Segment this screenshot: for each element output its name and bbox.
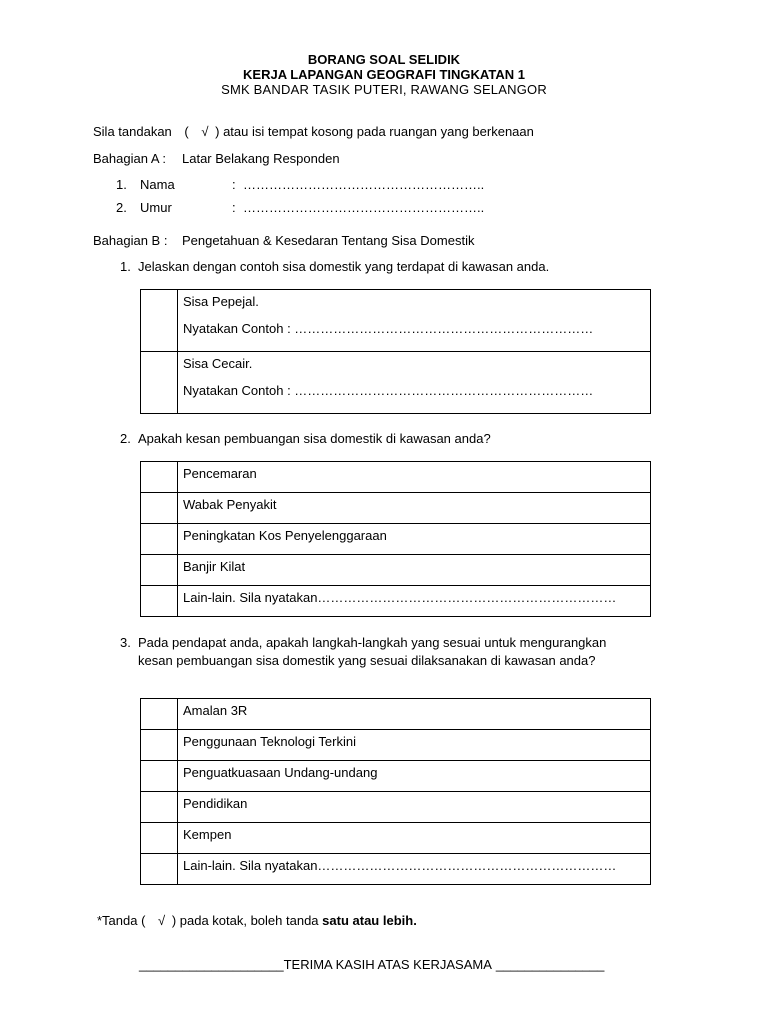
- age-label: Umur: [140, 200, 172, 215]
- question-1-text: Jelaskan dengan contoh sisa domestik yang terdapat di kawasan anda.: [138, 259, 550, 274]
- checkbox[interactable]: [141, 730, 178, 761]
- item-number: 2.: [116, 200, 127, 215]
- option-label: Kempen: [178, 823, 651, 854]
- question-number: 1.: [120, 259, 131, 274]
- question-2-text: Apakah kesan pembuangan sisa domestik di kawasan anda?: [138, 431, 491, 446]
- checkbox[interactable]: [141, 493, 178, 524]
- footnote-emphasis: satu atau lebih.: [322, 913, 417, 928]
- form-title: BORANG SOAL SELIDIK: [307, 52, 461, 67]
- section-b-label: Bahagian B :: [93, 233, 168, 248]
- question-number: 3.: [120, 635, 131, 650]
- table-row: [141, 290, 651, 352]
- option-label: Pencemaran: [178, 462, 651, 493]
- tick-symbol: √: [201, 124, 209, 139]
- instruction-text-rest: ) atau isi tempat kosong pada ruangan yang berkenaan: [215, 124, 534, 139]
- item-number: 1.: [116, 177, 127, 192]
- waste-type-table: [140, 289, 651, 414]
- section-b-title: Pengetahuan & Kesedaran Tentang Sisa Domestik: [182, 233, 475, 248]
- footer-rule-left: ____________________: [139, 957, 284, 972]
- thank-you-line: [139, 957, 604, 972]
- table-row: [141, 555, 651, 586]
- option-label: Sisa Pepejal.: [183, 294, 259, 309]
- age-colon: :: [232, 200, 236, 215]
- footer-rule-right: _______________: [495, 957, 605, 972]
- table-row: [141, 761, 651, 792]
- question-3-text-cont: kesan pembuangan sisa domestik yang sesuai dilaksanakan di kawasan anda?: [138, 653, 596, 668]
- option-label: Sisa Cecair.: [183, 356, 253, 371]
- option-label: Peningkatan Kos Penyelenggaraan: [178, 524, 651, 555]
- section-a-title: Latar Belakang Responden: [182, 151, 340, 166]
- measures-table: [140, 698, 651, 885]
- checkbox[interactable]: [141, 462, 178, 493]
- checkbox[interactable]: [141, 555, 178, 586]
- checkbox[interactable]: [141, 524, 178, 555]
- table-row: [141, 730, 651, 761]
- tick-symbol: √: [158, 913, 166, 928]
- instruction-paren: (: [184, 124, 189, 139]
- other-field[interactable]: Lain-lain. Sila nyatakan……………………………………………………………: [178, 586, 651, 617]
- footnote-text-mid: ) pada kotak, boleh tanda: [171, 913, 319, 928]
- checkbox[interactable]: [141, 352, 178, 414]
- option-label: Amalan 3R: [178, 699, 651, 730]
- table-row: [141, 823, 651, 854]
- checkbox[interactable]: [141, 823, 178, 854]
- option-label: Penggunaan Teknologi Terkini: [178, 730, 651, 761]
- name-colon: :: [232, 177, 236, 192]
- section-a-label: Bahagian A :: [93, 151, 167, 166]
- table-row: [141, 699, 651, 730]
- form-subtitle: KERJA LAPANGAN GEOGRAFI TINGKATAN 1: [243, 67, 525, 82]
- example-field[interactable]: Nyatakan Contoh : ……………………………………………………………: [183, 383, 594, 398]
- footnote: [97, 913, 417, 928]
- table-row: [141, 462, 651, 493]
- option-label: Wabak Penyakit: [178, 493, 651, 524]
- age-field[interactable]: ………………………………………………..: [243, 200, 485, 215]
- table-row: [141, 352, 651, 414]
- table-row: [141, 854, 651, 885]
- checkbox[interactable]: [141, 586, 178, 617]
- table-row: [141, 493, 651, 524]
- instruction-text: Sila tandakan: [93, 124, 172, 139]
- checkbox[interactable]: [141, 699, 178, 730]
- table-row: [141, 524, 651, 555]
- impact-table: [140, 461, 651, 617]
- option-label: Pendidikan: [178, 792, 651, 823]
- other-field[interactable]: Lain-lain. Sila nyatakan……………………………………………………………: [178, 854, 651, 885]
- question-number: 2.: [120, 431, 131, 446]
- footnote-text: *Tanda (: [97, 913, 146, 928]
- option-label: Penguatkuasaan Undang-undang: [178, 761, 651, 792]
- table-row: [141, 586, 651, 617]
- checkbox[interactable]: [141, 792, 178, 823]
- name-label: Nama: [140, 177, 175, 192]
- checkbox[interactable]: [141, 761, 178, 792]
- school-name: SMK BANDAR TASIK PUTERI, RAWANG SELANGOR: [221, 82, 547, 97]
- question-3-text: Pada pendapat anda, apakah langkah-langkah yang sesuai untuk mengurangkan: [138, 635, 607, 650]
- option-label: Banjir Kilat: [178, 555, 651, 586]
- checkbox[interactable]: [141, 290, 178, 352]
- example-field[interactable]: Nyatakan Contoh : ……………………………………………………………: [183, 321, 594, 336]
- thank-you-text: TERIMA KASIH ATAS KERJASAMA: [283, 957, 492, 972]
- checkbox[interactable]: [141, 854, 178, 885]
- table-row: [141, 792, 651, 823]
- name-field[interactable]: ………………………………………………..: [243, 177, 485, 192]
- instruction-line: [93, 124, 534, 139]
